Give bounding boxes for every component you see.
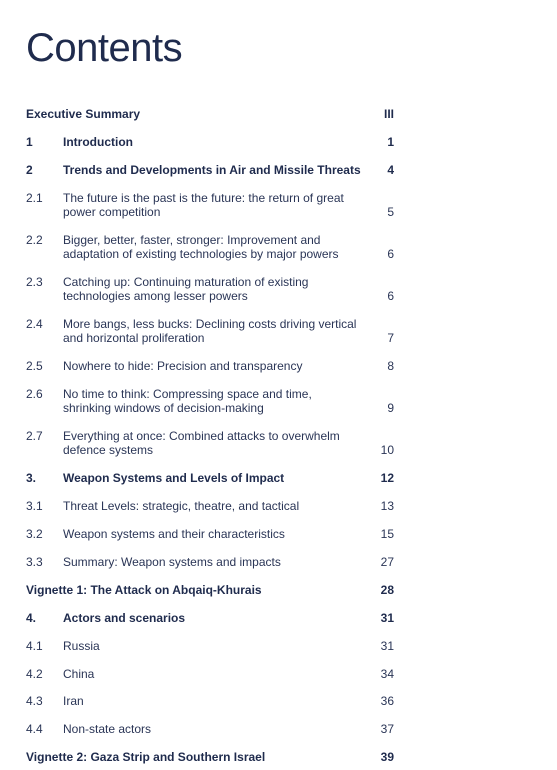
toc-entry-number: 2.6	[26, 387, 43, 401]
toc-entry-number: 1	[26, 135, 33, 149]
toc-entry-page: 10	[380, 443, 394, 457]
toc-entry-page: 6	[387, 289, 394, 303]
toc-entry[interactable]	[26, 233, 394, 261]
toc-entry-number: 4.	[26, 611, 37, 625]
toc-entry-number: 3.2	[26, 527, 43, 541]
toc-entry-number: 4.2	[26, 667, 43, 681]
toc-entry-page: 6	[387, 247, 394, 261]
toc-entry-number: 2.3	[26, 275, 43, 289]
toc-entry-title: More bangs, less bucks: Declining costs driving vertical and horizontal proliferation	[63, 317, 357, 345]
toc-entry[interactable]	[26, 471, 394, 485]
toc-entry-page: 37	[380, 722, 394, 736]
toc-entry-title: Bigger, better, faster, stronger: Improvement and adaptation of existing technologies by major powers	[63, 233, 339, 261]
toc-entry-title: No time to think: Compressing space and time, shrinking windows of decision-making	[63, 387, 312, 415]
toc-entry[interactable]	[26, 667, 394, 681]
toc-entry[interactable]	[26, 499, 394, 513]
toc-entry-title: Everything at once: Combined attacks to overwhelm defence systems	[63, 429, 340, 457]
toc-entry-number: 2.2	[26, 233, 43, 247]
toc-entry-page: 31	[380, 639, 394, 653]
toc-entry-page: 31	[380, 611, 394, 625]
toc-entry-title: Vignette 2: Gaza Strip and Southern Israel	[26, 750, 266, 764]
toc-entry-title: Summary: Weapon systems and impacts	[63, 555, 281, 569]
toc-entry[interactable]	[26, 694, 394, 708]
toc-entry[interactable]	[26, 429, 394, 457]
toc-entry-title: China	[63, 667, 95, 681]
toc-entry-page: 8	[387, 359, 394, 373]
toc-entry-number: 2.5	[26, 359, 43, 373]
toc-entry-number: 2.1	[26, 191, 43, 205]
toc-entry[interactable]	[26, 583, 394, 597]
toc-entry[interactable]	[26, 555, 394, 569]
toc-entry-title: Vignette 1: The Attack on Abqaiq-Khurais	[26, 583, 262, 597]
toc-entry-page: 28	[380, 583, 394, 597]
toc-entry-title: Catching up: Continuing maturation of existing technologies among lesser powers	[63, 275, 309, 303]
toc-entry-page: 12	[380, 471, 394, 485]
toc-entry-page: 36	[380, 694, 394, 708]
toc-entry-number: 2.7	[26, 429, 43, 443]
toc-entry-page: 15	[380, 527, 394, 541]
toc-entry-page: 1	[387, 135, 394, 149]
toc-entry-page: 4	[387, 163, 394, 177]
toc-entry-title: Weapon Systems and Levels of Impact	[63, 471, 285, 485]
toc-entry-title: Actors and scenarios	[63, 611, 186, 625]
toc-entry-page: 39	[380, 750, 394, 764]
toc-entry-title: Nowhere to hide: Precision and transparency	[63, 359, 303, 373]
toc-entry-page: 27	[380, 555, 394, 569]
toc-entry[interactable]	[26, 359, 394, 373]
toc-entry-title: Non-state actors	[63, 722, 152, 736]
toc-entry-page: 13	[380, 499, 394, 513]
toc-entry[interactable]	[26, 317, 394, 345]
toc-entry[interactable]	[26, 750, 394, 764]
toc-entry-number: 3.1	[26, 499, 43, 513]
page-title: Contents	[26, 26, 183, 70]
toc-entry-title: Introduction	[63, 135, 133, 149]
toc-entry-page: 7	[387, 331, 394, 345]
toc-entry[interactable]	[26, 107, 394, 121]
toc-entry-number: 4.3	[26, 694, 43, 708]
toc-entry-title: Iran	[63, 694, 84, 708]
toc-entry-number: 4.4	[26, 722, 43, 736]
toc-entry-title: Weapon systems and their characteristics	[63, 527, 285, 541]
toc-entry-title: Threat Levels: strategic, theatre, and tactical	[63, 499, 300, 513]
toc-entry[interactable]	[26, 163, 394, 177]
toc-entry[interactable]	[26, 191, 394, 219]
toc-entry-number: 2.4	[26, 317, 43, 331]
toc-entry-page: III	[383, 107, 394, 121]
toc-entry-number: 3.	[26, 471, 37, 485]
toc-entry[interactable]	[26, 387, 394, 415]
toc-entry-title: Russia	[63, 639, 100, 653]
toc-entry[interactable]	[26, 639, 394, 653]
toc-entry-page: 5	[387, 205, 394, 219]
toc-entry-title: Executive Summary	[26, 107, 141, 121]
toc-entry-page: 34	[380, 667, 394, 681]
toc-entry-page: 9	[387, 401, 394, 415]
toc-entry-number: 4.1	[26, 639, 43, 653]
toc-entry[interactable]	[26, 527, 394, 541]
toc-entry-number: 3.3	[26, 555, 43, 569]
toc-entry[interactable]	[26, 135, 394, 149]
toc-entry-title: Trends and Developments in Air and Missile Threats	[63, 163, 361, 177]
toc-entry-title: The future is the past is the future: the return of great power competition	[63, 191, 344, 219]
toc-entry[interactable]	[26, 722, 394, 736]
toc-entry-number: 2	[26, 163, 33, 177]
toc-entry[interactable]	[26, 275, 394, 303]
toc-entry[interactable]	[26, 611, 394, 625]
